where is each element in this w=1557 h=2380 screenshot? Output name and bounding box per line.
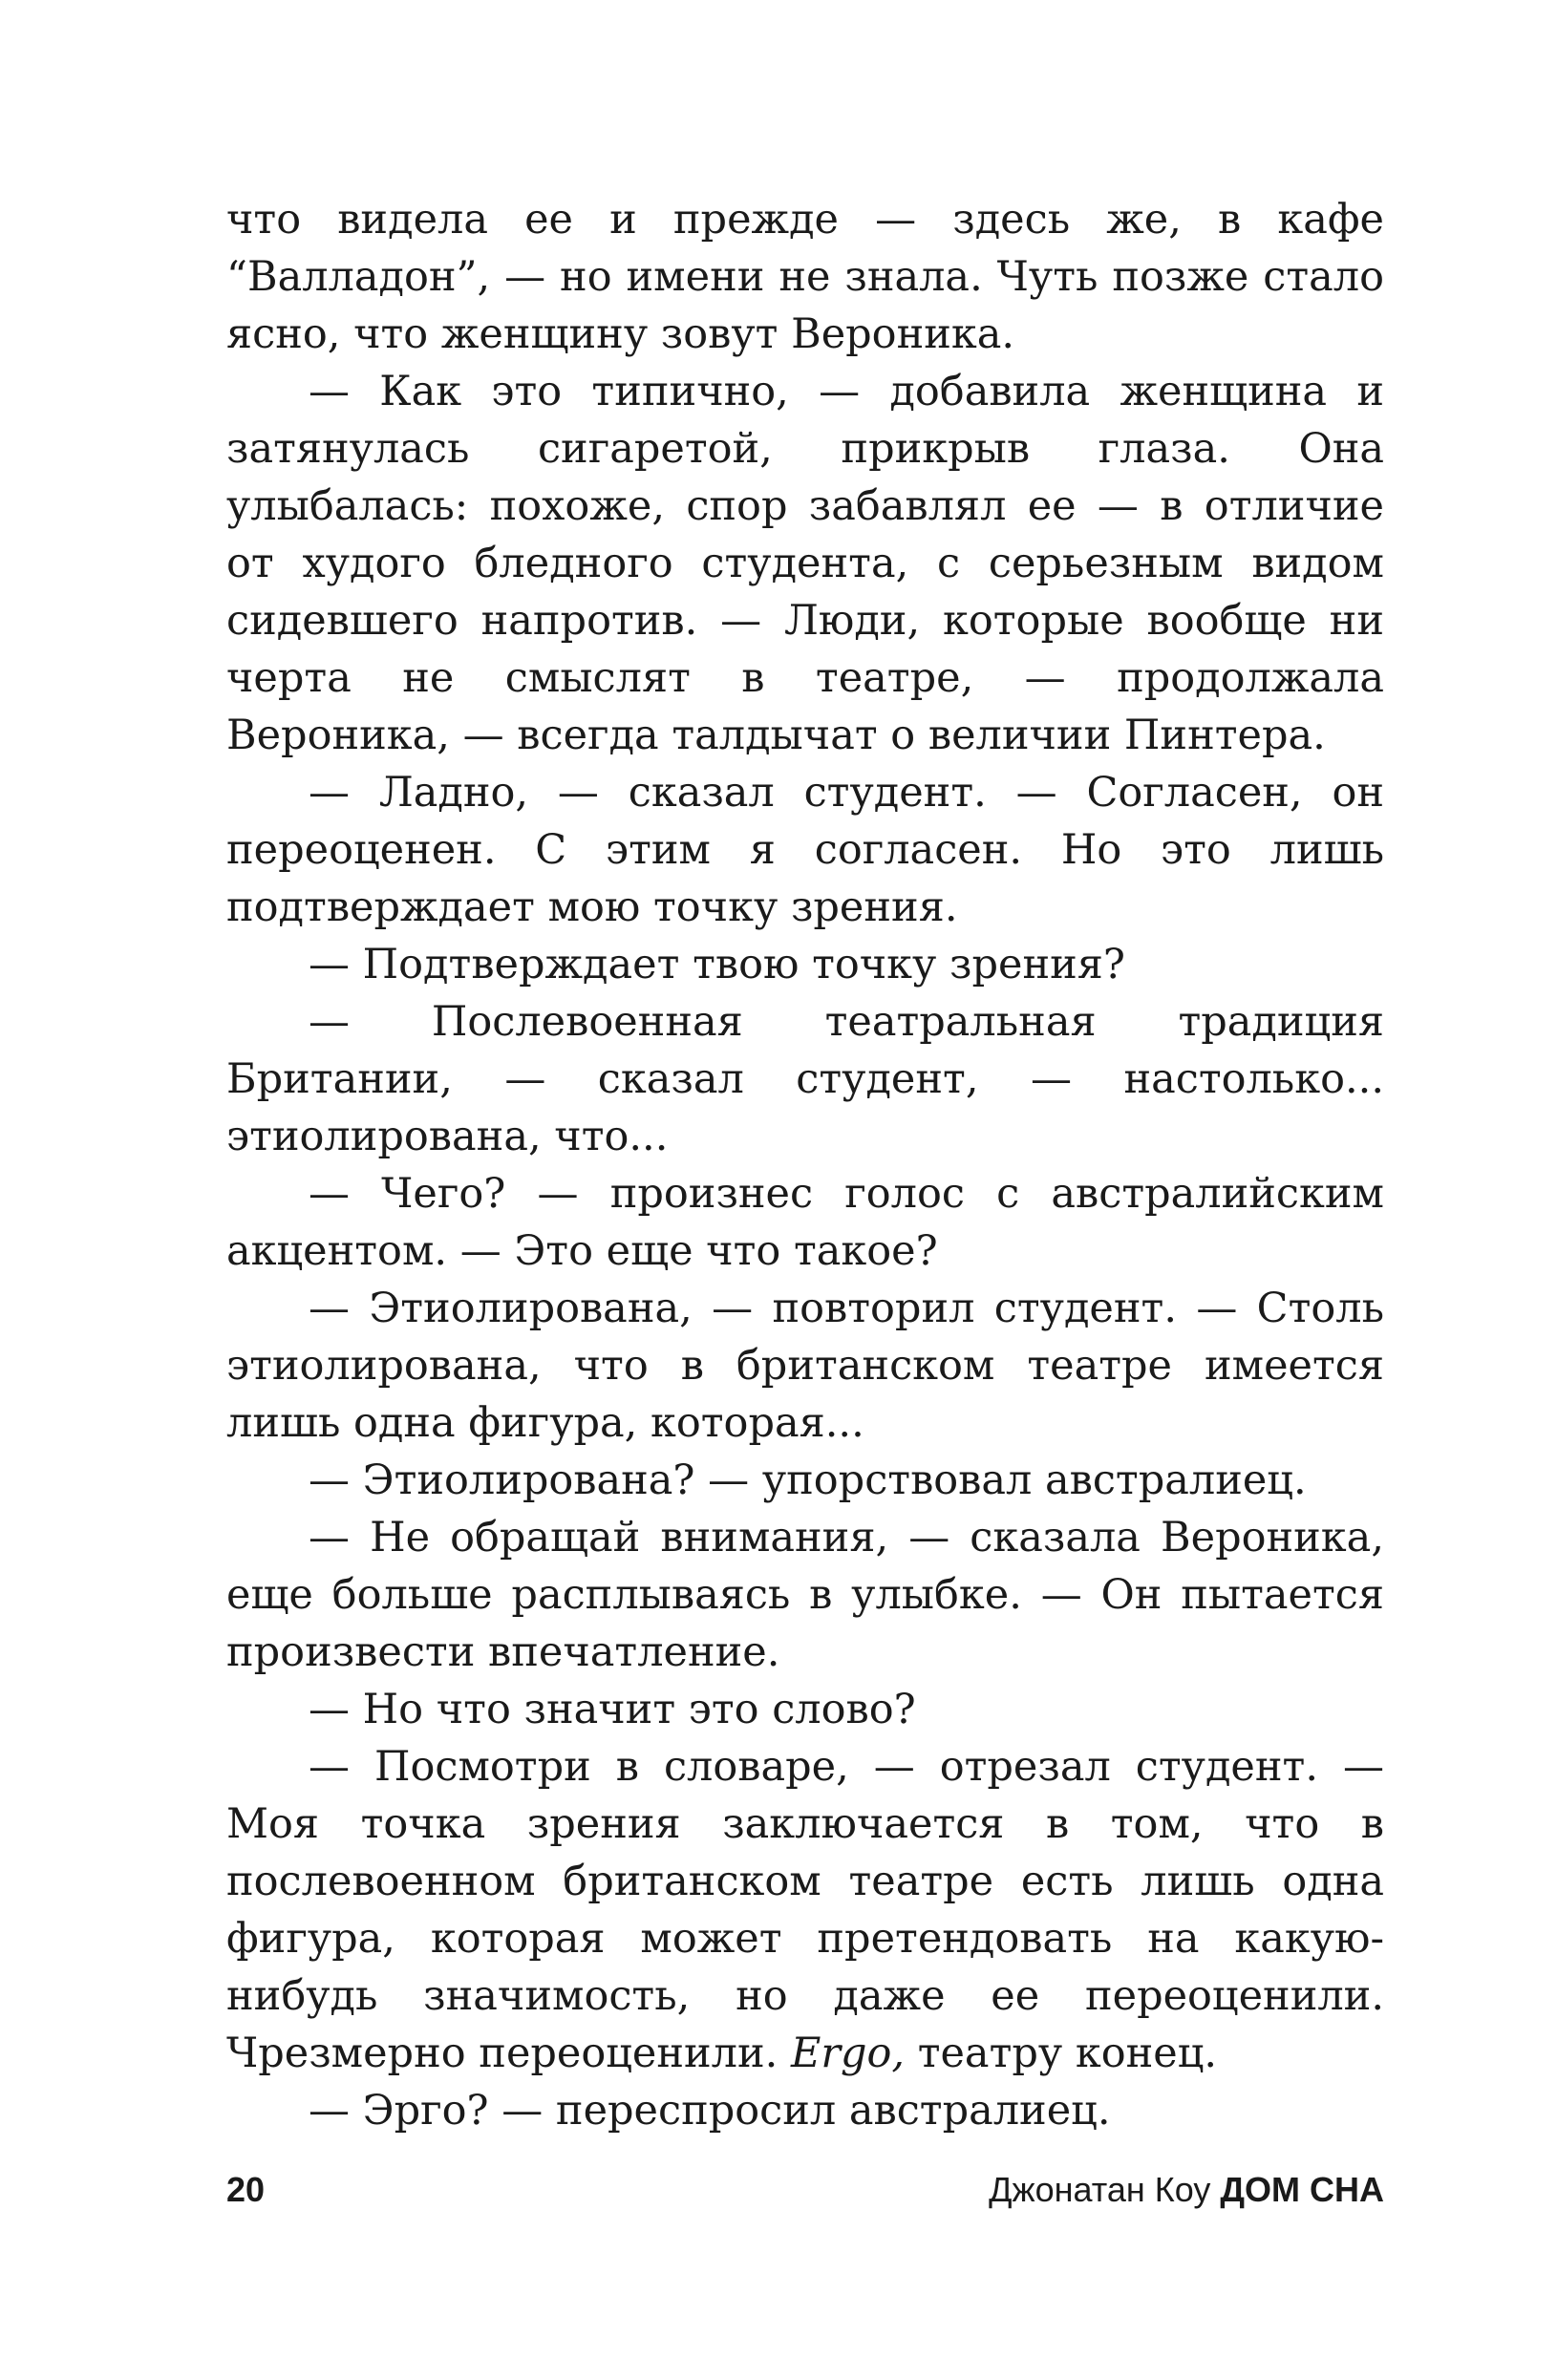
paragraph: — Чего? — произнес голос с австралийским акцентом. — Это еще что такое? bbox=[226, 1170, 1384, 1275]
paragraph: — Не обращай внимания, — сказала Вероника, еще больше расплываясь в улыбке. — Он пытается произвести впечатление. bbox=[226, 1514, 1384, 1676]
paragraph: — Ладно, — сказал студент. — Согласен, он переоценен. С этим я согласен. Но это лишь подтверждает мою точку зрения. bbox=[226, 769, 1384, 931]
paragraph: — Эрго? — переспросил австралиец. bbox=[309, 2087, 1111, 2135]
italic-term: Ergo, bbox=[791, 2029, 906, 2077]
book-title: ДОМ СНА bbox=[1220, 2170, 1384, 2209]
paragraph: — Этиолирована? — упорствовал австралиец. bbox=[309, 1456, 1307, 1504]
paragraph bbox=[226, 1738, 1384, 2082]
paragraph: — Но что значит это слово? bbox=[309, 1686, 916, 1733]
paragraph-text: — Посмотри в словаре, — отрезал студент. — Моя точка зрения заключается в том, что в послевоенном британском театре есть лишь одна фигура, которая может претендовать на какую-нибудь значимость, но даже ее переоценили. Чрезмерно переоценили. bbox=[226, 1743, 1384, 2077]
running-title bbox=[989, 2166, 1384, 2214]
author-name: Джонатан Коу bbox=[989, 2170, 1211, 2209]
paragraph: что видела ее и прежде — здесь же, в кафе “Валладон”, — но имени не знала. Чуть позже стало ясно, что женщину зовут Вероника. bbox=[226, 196, 1384, 358]
paragraph-text: театру конец. bbox=[905, 2029, 1218, 2077]
body-text bbox=[226, 191, 1384, 2139]
paragraph: — Этиолирована, — повторил студент. — Столь этиолирована, что в британском театре имеется лишь одна фигура, которая... bbox=[226, 1285, 1384, 1447]
paragraph: — Подтверждает твою точку зрения? bbox=[309, 941, 1125, 988]
page-footer bbox=[226, 2166, 1384, 2214]
paragraph: — Как это типично, — добавила женщина и затянулась сигаретой, прикрыв глаза. Она улыбалась: похоже, спор забавлял ее — в отличие от худого бледного студента, с серьезным видом сидевшего напротив. — Люди, которые вообще ни черта не смыслят в театре, — продолжала Вероника, — всегда талдычат о величии Пинтера. bbox=[226, 368, 1384, 759]
page-number: 20 bbox=[226, 2170, 266, 2209]
paragraph: — Послевоенная театральная традиция Британии, — сказал студент, — настолько... этиолирована, что... bbox=[226, 998, 1384, 1160]
